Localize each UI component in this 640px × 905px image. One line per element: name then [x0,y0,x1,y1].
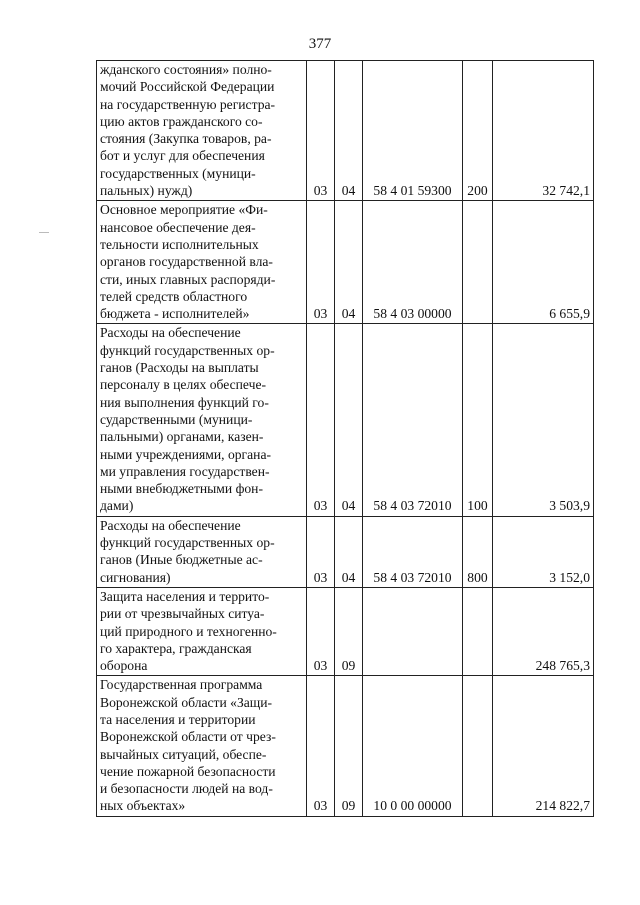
description-line: дами) [100,498,134,514]
description-line: цию актов гражданского со- [100,113,263,129]
description-line: тельности исполнительных [100,236,259,252]
description-line: Основное мероприятие «Фи- [100,202,268,218]
table-row [97,61,594,201]
description-line: Воронежской области от чрез- [100,729,276,745]
description-line: Воронежской области «Защи- [100,694,273,710]
description-line: Расходы на обеспечение [100,325,241,341]
subsection-code-cell: 09 [335,587,363,675]
description-line: Государственная программа [100,677,263,693]
section-code-cell: 03 [307,61,335,201]
description-line: го характера, гражданская [100,640,252,656]
amount-cell: 214 822,7 [493,676,594,816]
table-row [97,324,594,516]
description-line: стояния (Закупка товаров, ра- [100,131,272,147]
description-cell [97,61,307,201]
description-line: рии от чрезвычайных ситуа- [100,606,265,622]
description-line: государственных (муници- [100,165,256,181]
description-cell [97,201,307,324]
table-row [97,516,594,587]
description-line: органов государственной вла- [100,254,273,270]
amount-cell: 3 152,0 [493,516,594,587]
expense-type-code-cell [463,676,493,816]
description-line: сти, иных главных распоряди- [100,271,276,287]
target-item-code-cell: 10 0 00 00000 [363,676,463,816]
description-line: персоналу в целях обеспече- [100,377,267,393]
description-line: функций государственных ор- [100,535,275,551]
description-line: функций государственных ор- [100,342,275,358]
expense-type-code-cell [463,201,493,324]
section-code-cell: 03 [307,324,335,516]
description-line: пальных) нужд) [100,183,193,199]
table-row [97,676,594,816]
expense-type-code-cell: 100 [463,324,493,516]
budget-table [96,60,594,817]
section-code-cell: 03 [307,201,335,324]
margin-mark [39,232,49,233]
description-line: ми управления государствен- [100,463,270,479]
description-line: вычайных ситуаций, обеспе- [100,746,267,762]
amount-cell: 248 765,3 [493,587,594,675]
description-line: ганов (Расходы на выплаты [100,360,259,376]
target-item-code-cell: 58 4 01 59300 [363,61,463,201]
description-line: ных объектах» [100,798,186,814]
description-line: сигнования) [100,569,171,585]
subsection-code-cell: 09 [335,676,363,816]
description-cell [97,516,307,587]
description-cell [97,676,307,816]
description-line: жданского состояния» полно- [100,62,272,77]
description-line: ными внебюджетными фон- [100,481,263,497]
description-line: бюджета - исполнителей» [100,306,250,322]
description-line: сударственными (муници- [100,411,253,427]
description-line: бот и услуг для обеспечения [100,148,265,164]
description-line: мочий Российской Федерации [100,79,275,95]
description-line: ными учреждениями, органа- [100,446,272,462]
page-number: 377 [308,36,332,52]
expense-type-code-cell [463,587,493,675]
description-line: чение пожарной безопасности [100,763,276,779]
description-line: ций природного и техногенно- [100,623,277,639]
target-item-code-cell: 58 4 03 72010 [363,324,463,516]
table-row [97,201,594,324]
expense-type-code-cell: 200 [463,61,493,201]
section-code-cell: 03 [307,516,335,587]
description-line: на государственную регистра- [100,96,276,112]
target-item-code-cell: 58 4 03 72010 [363,516,463,587]
amount-cell: 32 742,1 [493,61,594,201]
target-item-code-cell [363,587,463,675]
expense-type-code-cell: 800 [463,516,493,587]
description-line: та населения и территории [100,711,256,727]
description-cell [97,587,307,675]
description-line: пальными) органами, казен- [100,429,264,445]
amount-cell: 6 655,9 [493,201,594,324]
subsection-code-cell: 04 [335,61,363,201]
description-line: ганов (Иные бюджетные ас- [100,552,263,568]
description-cell [97,324,307,516]
budget-table-body [97,61,594,817]
description-line: ния выполнения функций го- [100,394,269,410]
section-code-cell: 03 [307,676,335,816]
subsection-code-cell: 04 [335,324,363,516]
subsection-code-cell: 04 [335,201,363,324]
subsection-code-cell: 04 [335,516,363,587]
description-line: Расходы на обеспечение [100,517,241,533]
description-line: оборона [100,658,148,674]
description-line: Защита населения и террито- [100,588,270,604]
description-line: и безопасности людей на вод- [100,781,273,797]
amount-cell: 3 503,9 [493,324,594,516]
table-row [97,587,594,675]
section-code-cell: 03 [307,587,335,675]
description-line: нансовое обеспечение дея- [100,219,256,235]
target-item-code-cell: 58 4 03 00000 [363,201,463,324]
description-line: телей средств областного [100,288,248,304]
